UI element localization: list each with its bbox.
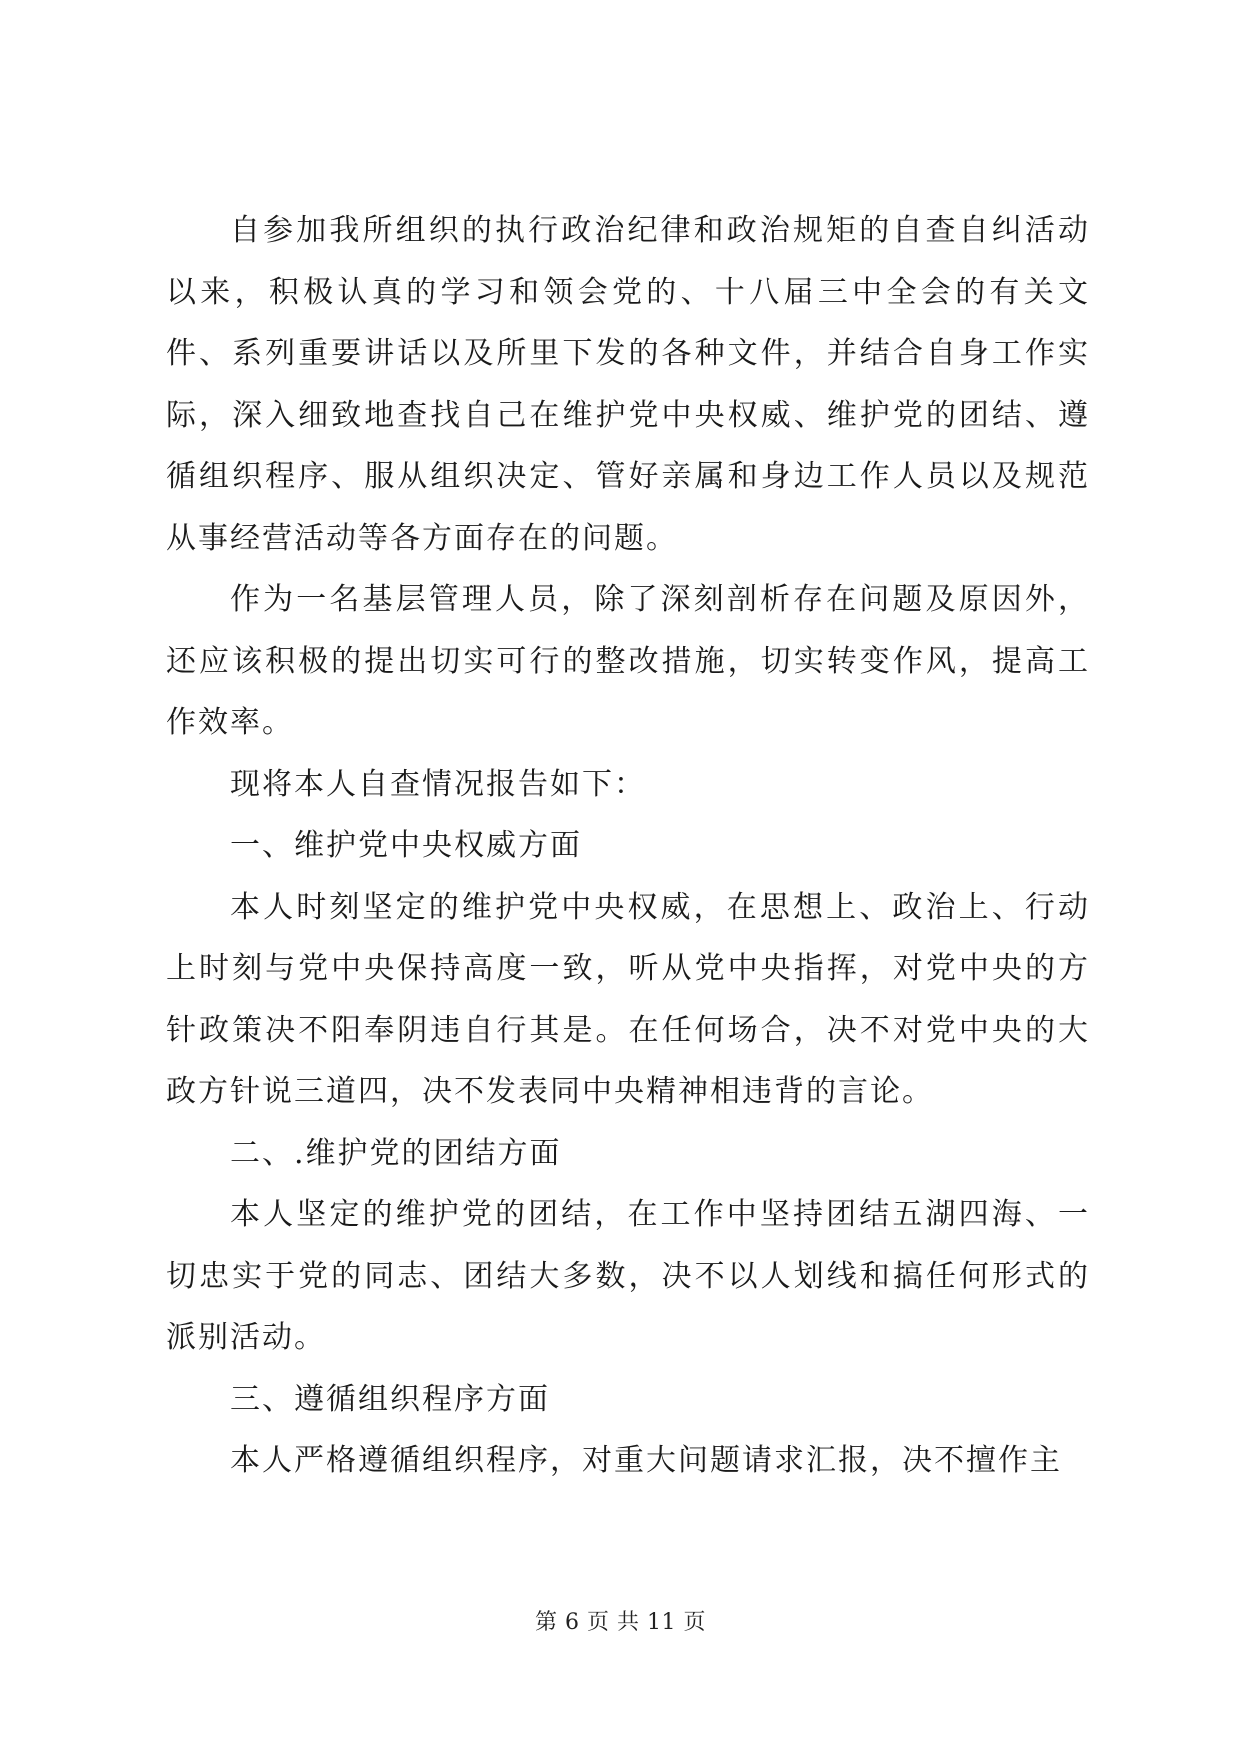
- paragraph-section-3: 本人严格遵循组织程序，对重大问题请求汇报，决不擅作主: [230, 1443, 1062, 1478]
- paragraph-purpose: 作为一名基层管理人员，除了深刻剖析存在问题及原因外，还应该积极的提出切实可行的整改措施，切实转变作风，提高工作效率。: [166, 582, 1090, 740]
- page-number-footer: 第 6 页 共 11 页: [535, 1610, 706, 1635]
- document-body: [166, 200, 1090, 1492]
- section-heading-3: 三、遵循组织程序方面: [230, 1381, 550, 1417]
- paragraph-section-2: 本人坚定的维护党的团结，在工作中坚持团结五湖四海、一切忠实于党的同志、团结大多数，决不以人划线和搞任何形式的派别活动。: [166, 1197, 1090, 1355]
- section-heading-1: 一、维护党中央权威方面: [230, 828, 582, 863]
- paragraph-report-lead: 现将本人自查情况报告如下：: [230, 766, 646, 802]
- paragraph-section-1: 本人时刻坚定的维护党中央权威，在思想上、政治上、行动上时刻与党中央保持高度一致，听从党中央指挥，对党中央的方针政策决不阳奉阴违自行其是。在任何场合，决不对党中央的大政方针说三道四，决不发表同中央精神相违背的言论。: [166, 889, 1090, 1109]
- paragraph-intro: 自参加我所组织的执行政治纪律和政治规矩的自查自纠活动以来，积极认真的学习和领会党的、十八届三中全会的有关文件、系列重要讲话以及所里下发的各种文件，并结合自身工作实际，深入细致地查找自己在维护党中央权威、维护党的团结、遵循组织程序、服从组织决定、管好亲属和身边工作人员以及规范从事经营活动等各方面存在的问题。: [166, 213, 1090, 556]
- section-heading-2: 二、.维护党的团结方面: [230, 1135, 562, 1171]
